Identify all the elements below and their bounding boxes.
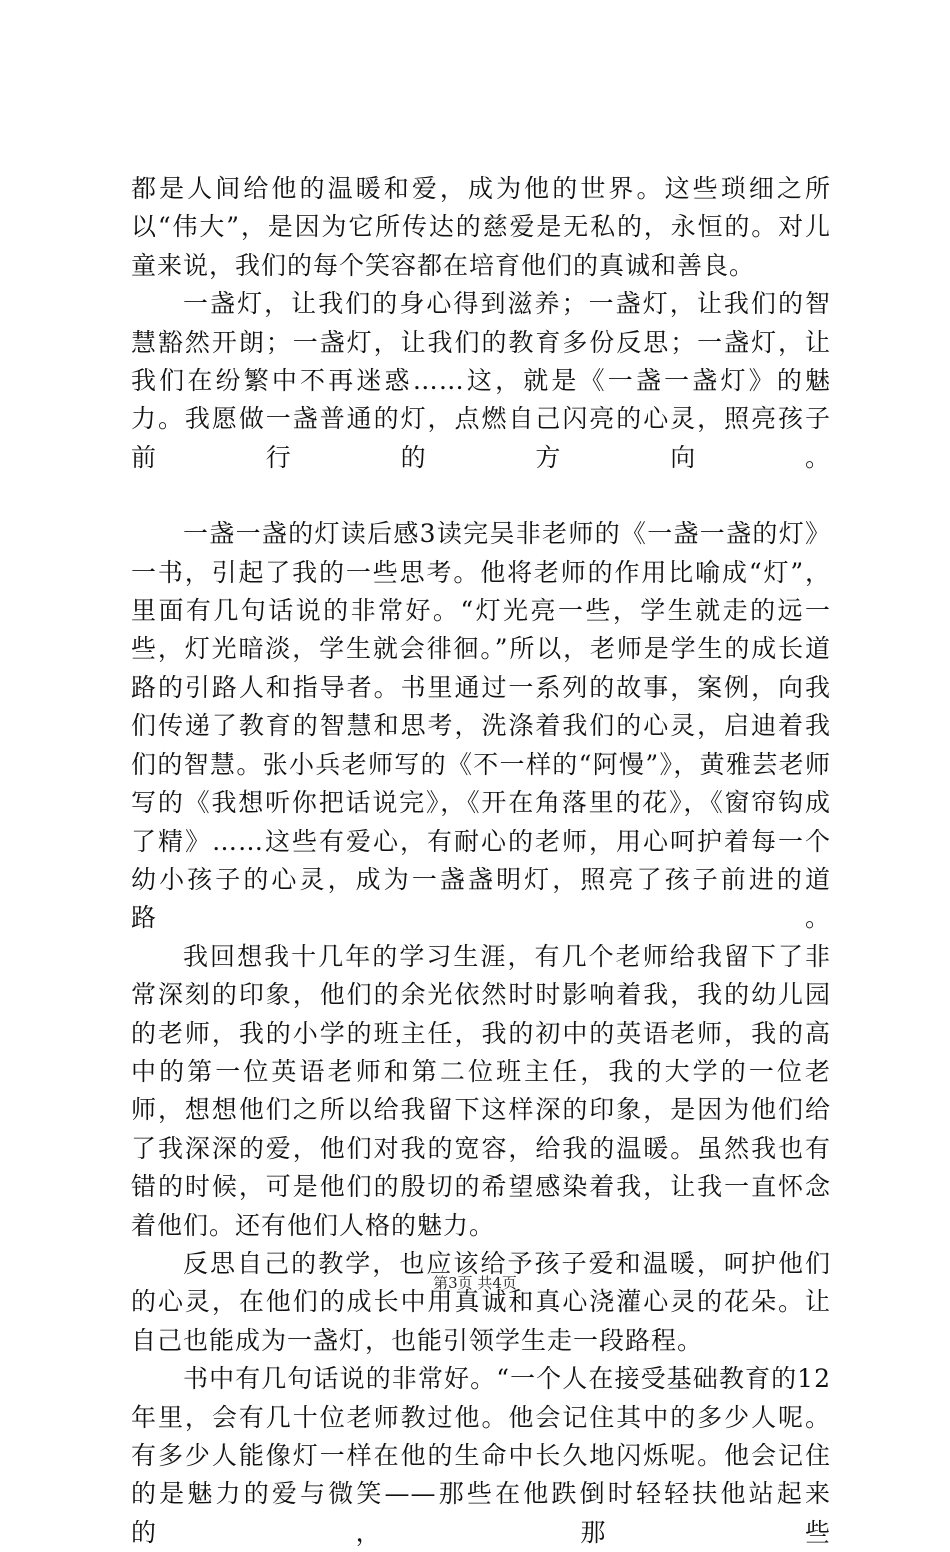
paragraph-reading-note-3: 一盏一盏的灯读后感3读完吴非老师的《一盏一盏的灯》一书，引起了我的一些思考。他将老师的作用比喻成“灯”，里面有几句话说的非常好。“灯光亮一些，学生就走的远一些，灯光暗淡，学生就会徘徊。”所以，老师是学生的成长道路的引路人和指导者。书里通过一系列的故事，案例，向我们传递了教育的智慧和思考，洗涤着我们的心灵，启迪着我们的智慧。张小兵老师写的《不一样的“阿慢”》，黄雅芸老师写的《我想听你把话说完》，《开在角落里的花》，《窗帘钩成了精》……这些有爱心，有耐心的老师，用心呵护着每一个幼小孩子的心灵，成为一盏盏明灯，照亮了孩子前进的道路。 [131, 519, 831, 933]
paragraph-quote: 书中有几句话说的非常好。“一个人在接受基础教育的12年里，会有几十位老师教过他。他会记住其中的多少人呢。有多少人能像灯一样在他的生命中长久地闪烁呢。他会记住的是魅力的爱与微笑——那些在他跌倒时轻轻扶他站起来的，那些 [131, 1364, 831, 1547]
page-number-footer: 第3页 共4页 [433, 1274, 517, 1292]
paragraph-continuation: 都是人间给他的温暖和爱，成为他的世界。这些琐细之所以“伟大”，是因为它所传达的慈爱是无私的，永恒的。对儿童来说，我们的每个笑容都在培育他们的真诚和善良。 [131, 174, 831, 280]
paragraph-reflection: 反思自己的教学，也应该给予孩子爱和温暖，呵护他们的心灵，在他们的成长中用真诚和真心浇灌心灵的花朵。让自己也能成为一盏灯，也能引领学生走一段路程。 [131, 1248, 831, 1355]
paragraph-recollection: 我回想我十几年的学习生涯，有几个老师给我留下了非常深刻的印象，他们的余光依然时时影响着我，我的幼儿园的老师，我的小学的班主任，我的初中的英语老师，我的高中的第一位英语老师和第二位班主任，我的大学的一位老师，想想他们之所以给我留下这样深的印象，是因为他们给了我深深的爱，他们对我的宽容，给我的温暖。虽然我也有错的时候，可是他们的殷切的希望感染着我，让我一直怀念着他们。还有他们人格的魅力。 [131, 941, 831, 1240]
document-body [131, 170, 831, 1552]
paragraph-lamp-summary: 一盏灯，让我们的身心得到滋养；一盏灯，让我们的智慧豁然开朗；一盏灯，让我们的教育多份反思；一盏灯，让我们在纷繁中不再迷惑……这，就是《一盏一盏灯》的魅力。我愿做一盏普通的灯，点燃自己闪亮的心灵，照亮孩子前行的方向。 [131, 289, 831, 472]
paragraph-gap [131, 477, 831, 515]
